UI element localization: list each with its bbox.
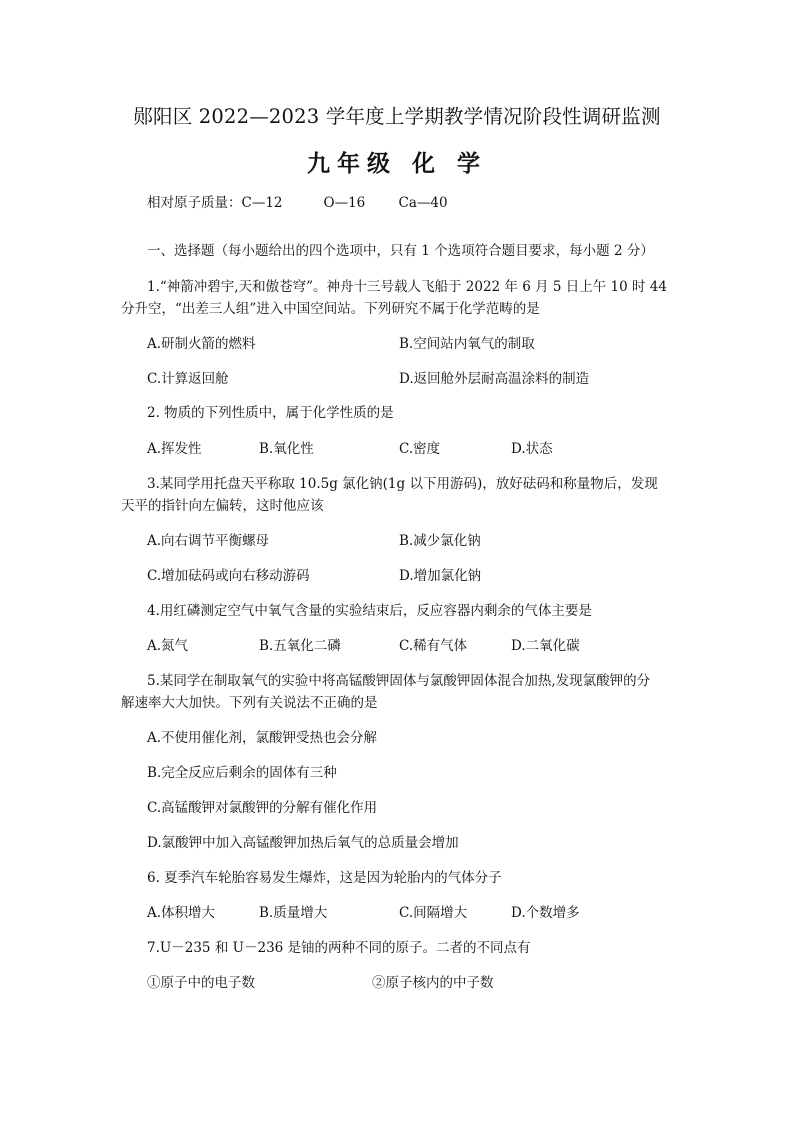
question-6-option-c: C.间隔增大 — [399, 905, 468, 921]
question-5-option-c: C.高锰酸钾对氯酸钾的分解有催化作用 — [147, 800, 378, 816]
question-4-option-c: C.稀有气体 — [399, 638, 468, 654]
section-heading: 一、选择题（每小题给出的四个选项中，只有 1 个选项符合题目要求，每小题 2 分） — [147, 243, 654, 259]
question-1-line-2: 分升空，“出差三人组”进入中国空间站。下列研究不属于化学范畴的是 — [121, 301, 540, 317]
atomic-mass-line — [147, 194, 448, 212]
question-1-option-a: A.研制火箭的燃料 — [147, 336, 256, 352]
question-5-option-b: B.完全反应后剩余的固体有三种 — [147, 765, 337, 781]
atomic-mass-ca: Ca—40 — [398, 195, 448, 211]
question-5-line-2: 解速率大大加快。下列有关说法不正确的是 — [121, 695, 378, 711]
atomic-mass-label: 相对原子质量： — [147, 195, 242, 211]
question-3-line-1: 3.某同学用托盘天平称取 10.5g 氯化钠(1g 以下用游码)，放好砝码和称量物后，发现 — [147, 476, 658, 492]
question-1-line-1: 1.“神箭冲碧宇,天和傲苍穹”。神舟十三号载人飞船于 2022 年 6 月 5 日上午 10 时 44 — [147, 279, 667, 295]
question-5-line-1: 5.某同学在制取氧气的实验中将高锰酸钾固体与氯酸钾固体混合加热,发现氯酸钾的分 — [147, 673, 651, 689]
question-2-option-a: A.挥发性 — [147, 441, 202, 457]
question-4-option-b: B.五氧化二磷 — [259, 638, 341, 654]
question-2-option-b: B.氧化性 — [259, 441, 314, 457]
question-7-option-1: ①原子中的电子数 — [147, 975, 255, 991]
question-3-option-b: B.减少氯化钠 — [399, 533, 481, 549]
question-3-option-c: C.增加砝码或向右移动游码 — [147, 568, 310, 584]
question-2-option-c: C.密度 — [399, 441, 441, 457]
question-6-option-a: A.体积增大 — [147, 905, 216, 921]
question-7-option-2: ②原子核内的中子数 — [372, 975, 494, 991]
question-1-option-b: B.空间站内氧气的制取 — [399, 336, 535, 352]
question-4-option-a: A.氮气 — [147, 638, 189, 654]
question-6-line-1: 6. 夏季汽车轮胎容易发生爆炸，这是因为轮胎内的气体分子 — [147, 870, 502, 886]
question-5-option-a: A.不使用催化剂，氯酸钾受热也会分解 — [147, 730, 378, 746]
question-3-option-a: A.向右调节平衡螺母 — [147, 533, 270, 549]
question-5-option-d: D.氯酸钾中加入高锰酸钾加热后氧气的总质量会增加 — [147, 835, 459, 851]
question-4-line-1: 4.用红磷测定空气中氧气含量的实验结束后，反应容器内剩余的气体主要是 — [147, 603, 592, 619]
exam-title: 郧阳区 2022—2023 学年度上学期教学情况阶段性调研监测 — [133, 105, 661, 128]
question-1-option-c: C.计算返回舱 — [147, 371, 229, 387]
question-6-option-b: B.质量增大 — [259, 905, 328, 921]
question-4-option-d: D.二氧化碳 — [511, 638, 580, 654]
question-3-line-2: 天平的指针向左偏转，这时他应该 — [121, 498, 324, 514]
atomic-mass-c: C—12 — [241, 195, 283, 211]
exam-subtitle: 九年级 化 学 — [306, 150, 487, 177]
question-2-line-1: 2. 物质的下列性质中，属于化学性质的是 — [147, 405, 394, 421]
question-1-option-d: D.返回舱外层耐高温涂料的制造 — [399, 371, 590, 387]
atomic-mass-o: O—16 — [323, 195, 366, 211]
question-6-option-d: D.个数增多 — [511, 905, 580, 921]
question-3-option-d: D.增加氯化钠 — [399, 568, 482, 584]
question-7-line-1: 7.U－235 和 U－236 是铀的两种不同的原子。二者的不同点有 — [147, 940, 531, 956]
question-2-option-d: D.状态 — [511, 441, 553, 457]
